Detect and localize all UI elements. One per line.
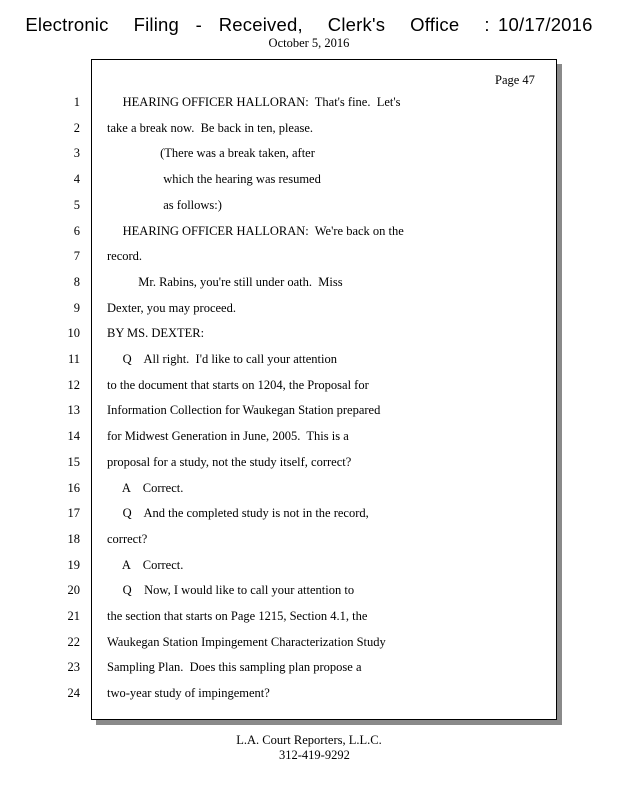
line-number: 22 xyxy=(67,635,80,649)
line-number: 21 xyxy=(67,609,80,623)
line-number: 2 xyxy=(73,121,80,135)
line-number: 17 xyxy=(67,506,80,520)
transcript-line-text: Sampling Plan. Does this sampling plan propose a xyxy=(107,660,362,674)
transcript-line-text: HEARING OFFICER HALLORAN: That's fine. Let's xyxy=(107,95,401,109)
transcript-line-text: as follows:) xyxy=(107,198,222,212)
page-number: Page 47 xyxy=(495,73,535,87)
line-number: 8 xyxy=(73,275,80,289)
footer-company: L.A. Court Reporters, L.L.C. xyxy=(236,733,382,747)
document-date: October 5, 2016 xyxy=(268,36,350,50)
line-number: 9 xyxy=(73,301,80,315)
transcript-line-text: (There was a break taken, after xyxy=(107,146,315,160)
transcript-line-text: Dexter, you may proceed. xyxy=(107,301,236,315)
transcript-line-text: BY MS. DEXTER: xyxy=(107,326,205,340)
line-number: 3 xyxy=(73,146,80,160)
line-number: 12 xyxy=(67,378,80,392)
line-number: 13 xyxy=(67,403,80,417)
transcript-line-text: correct? xyxy=(107,532,148,546)
transcript-line-text: record. xyxy=(107,249,143,263)
transcript-line-text: A Correct. xyxy=(107,481,184,495)
transcript-line-text: Q Now, I would like to call your attention to xyxy=(107,583,355,597)
transcript-line-text: Q And the completed study is not in the record, xyxy=(107,506,369,520)
line-number: 4 xyxy=(73,172,80,186)
transcript-line-text: two-year study of impingement? xyxy=(107,686,270,700)
line-number: 14 xyxy=(67,429,80,443)
transcript-line-text: to the document that starts on 1204, the Proposal for xyxy=(107,378,369,392)
line-number: 7 xyxy=(73,249,80,263)
transcript-line-text: Waukegan Station Impingement Characterization Study xyxy=(107,635,386,649)
transcript-line-text: HEARING OFFICER HALLORAN: We're back on the xyxy=(107,224,404,238)
filing-stamp: Electronic Filing - Received, Clerk's Office : 10/17/2016 xyxy=(25,14,593,35)
line-number: 15 xyxy=(67,455,80,469)
line-number: 24 xyxy=(67,686,80,700)
transcript-line-text: the section that starts on Page 1215, Section 4.1, the xyxy=(107,609,368,623)
transcript-line-text: take a break now. Be back in ten, please. xyxy=(107,121,314,135)
footer-phone: 312-419-9292 xyxy=(279,748,350,762)
line-number: 20 xyxy=(67,583,80,597)
line-number: 5 xyxy=(73,198,80,212)
line-number: 23 xyxy=(67,660,80,674)
line-number: 19 xyxy=(67,558,80,572)
line-number: 16 xyxy=(67,481,80,495)
line-number: 6 xyxy=(73,224,80,238)
line-number: 10 xyxy=(67,326,80,340)
transcript-line-text: Mr. Rabins, you're still under oath. Miss xyxy=(107,275,343,289)
transcript-line-text: Q All right. I'd like to call your attention xyxy=(107,352,337,366)
transcript-line-text: proposal for a study, not the study itself, correct? xyxy=(107,455,352,469)
line-number: 1 xyxy=(73,95,80,109)
line-number: 18 xyxy=(67,532,80,546)
transcript-line-text: Information Collection for Waukegan Station prepared xyxy=(107,403,381,417)
line-number: 11 xyxy=(67,352,80,366)
transcript-line-text: which the hearing was resumed xyxy=(107,172,321,186)
transcript-line-text: for Midwest Generation in June, 2005. This is a xyxy=(107,429,349,443)
transcript-line-text: A Correct. xyxy=(107,558,184,572)
